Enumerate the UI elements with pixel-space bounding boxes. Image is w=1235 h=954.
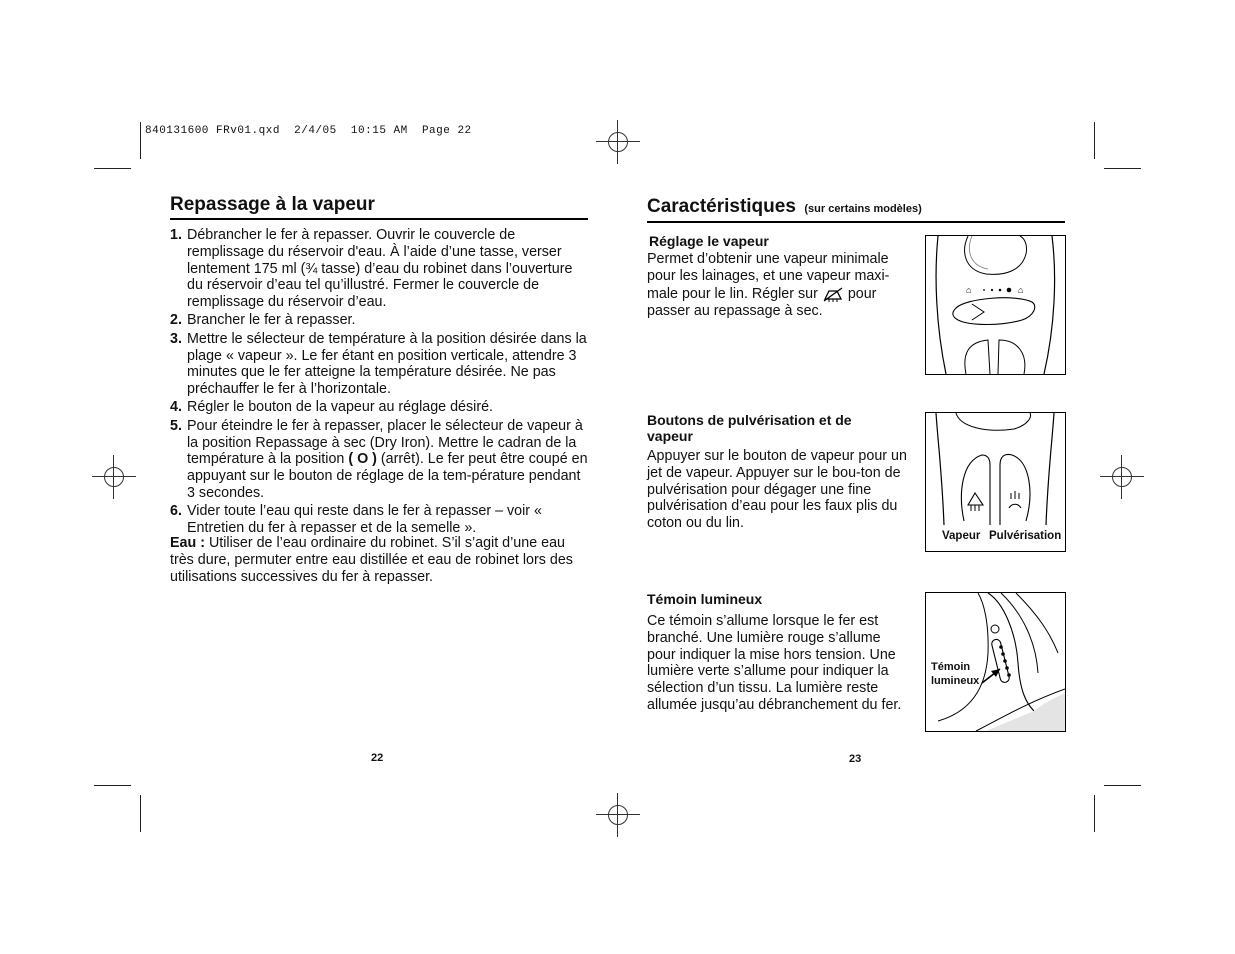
- title-rule: [170, 218, 588, 220]
- spray-steam-heading: Boutons de pulvérisation et de vapeur: [647, 412, 852, 444]
- crop-mark: [1104, 785, 1141, 786]
- svg-text:⌂: ⌂: [1018, 285, 1024, 295]
- list-item: [170, 331, 590, 398]
- step-text: Débrancher le fer à repasser. Ouvrir le couvercle de remplissage du réservoir d'eau. À l’aide d’une tasse, verser lentement 175 ml (¾ tasse) d’eau du robinet dans l’ouverture du réservoir d’eau tel qu’illustré. Fermer le couvercle de remplissage du réservoir d’eau.: [187, 227, 573, 311]
- dry-iron-icon: [822, 285, 844, 303]
- steps-list: [170, 227, 590, 538]
- indicator-figure: [925, 592, 1066, 732]
- crop-mark: [140, 122, 141, 159]
- crop-mark: [94, 785, 131, 786]
- step-text: Régler le bouton de la vapeur au réglage désiré.: [187, 399, 494, 416]
- spray-steam-text: Appuyer sur le bouton de vapeur pour un jet de vapeur. Appuyer sur le bou-ton de pulvérisation pour dégager une fine pulvérisation d’eau pour les faux plis du coton ou du lin.: [647, 448, 907, 532]
- left-page-title: Repassage à la vapeur: [170, 194, 375, 215]
- crop-mark: [1094, 122, 1095, 159]
- steam-setting-text-a: Permet d’obtenir une vapeur minimale pour les lainages, et une vapeur maxi-male pour le lin. Régler sur: [647, 251, 890, 302]
- steam-setting-text-b: pour passer au repassage à sec.: [647, 285, 877, 319]
- step-text: Brancher le fer à repasser.: [187, 312, 356, 329]
- registration-mark-icon: [596, 793, 640, 837]
- right-page-title: [647, 196, 922, 218]
- step-text: Mettre le sélecteur de température à la position désirée dans la plage « vapeur ». Le fer étant en position verticale, attendre 3 minutes que le fer atteigne la température désirée. Ne pas préchauffer le fer à l’horizontale.: [187, 330, 587, 398]
- list-item: [170, 503, 590, 537]
- steam-setting-heading: Réglage le vapeur: [649, 233, 769, 249]
- step-text: Pour éteindre le fer à repasser, placer le sélecteur de vapeur à la position Repassage à sec (Dry Iron). Mettre le cadran de la température à la position: [187, 417, 583, 468]
- steam-selector-figure: [925, 235, 1066, 375]
- water-text: Utiliser de l’eau ordinaire du robinet. S’il s’agit d’une eau très dure, permuter entre eau distillée et eau de robinet lors des utilisations successives du fer à repasser.: [170, 535, 573, 585]
- features-title: Caractéristiques: [647, 196, 796, 217]
- list-item: [170, 418, 590, 502]
- crop-mark: [140, 795, 141, 832]
- indicator-heading: Témoin lumineux: [647, 591, 763, 607]
- page-number-right: 23: [849, 753, 862, 765]
- iron-top-illustration: [926, 236, 1065, 374]
- spray-label: Pulvérisation: [989, 530, 1062, 542]
- models-note: (sur certains modèles): [804, 203, 922, 215]
- step-number: 6.: [170, 503, 182, 520]
- crop-mark: [94, 168, 131, 169]
- steam-setting-text: [647, 251, 912, 319]
- registration-mark-icon: [92, 455, 136, 499]
- step-number: 3.: [170, 330, 182, 347]
- list-item: [170, 312, 590, 329]
- steam-label: Vapeur: [942, 530, 981, 542]
- step-number: 4.: [170, 399, 182, 416]
- crop-mark: [1094, 795, 1095, 832]
- indicator-label-1: Témoin: [931, 661, 971, 673]
- off-symbol: ( O ): [348, 451, 377, 468]
- step-number: 5.: [170, 417, 182, 434]
- step-text: (arrêt). Le fer peut être coupé en appuyant sur le bouton de réglage de la tem-pérature pendant 3 secondes.: [187, 451, 588, 501]
- registration-mark-icon: [1100, 455, 1144, 499]
- spray-steam-figure: [925, 412, 1066, 552]
- list-item: [170, 227, 590, 311]
- crop-mark: [1104, 168, 1141, 169]
- svg-text:⌂: ⌂: [966, 285, 972, 295]
- registration-mark-icon: [596, 120, 640, 164]
- water-note: [170, 535, 590, 585]
- step-text: Vider toute l’eau qui reste dans le fer à repasser – voir « Entretien du fer à repasser et de la semelle ».: [187, 503, 542, 537]
- step-number: 1.: [170, 227, 182, 243]
- indicator-text: Ce témoin s’allume lorsque le fer est branché. Une lumière rouge s’allume pour indiquer la mise hors tension. Une lumière verte s’allume pour indiquer la sélection d’un tissu. La lumière reste allumée jusqu’au débranchement du fer.: [647, 613, 902, 713]
- page-number-left: 22: [371, 752, 384, 764]
- list-item: [170, 399, 590, 416]
- indicator-label-2: lumineux: [931, 675, 980, 687]
- title-rule: [647, 221, 1065, 223]
- water-label: Eau :: [170, 535, 205, 551]
- file-slug: 840131600 FRv01.qxd 2/4/05 10:15 AM Page 22: [145, 125, 472, 137]
- step-number: 2.: [170, 312, 182, 329]
